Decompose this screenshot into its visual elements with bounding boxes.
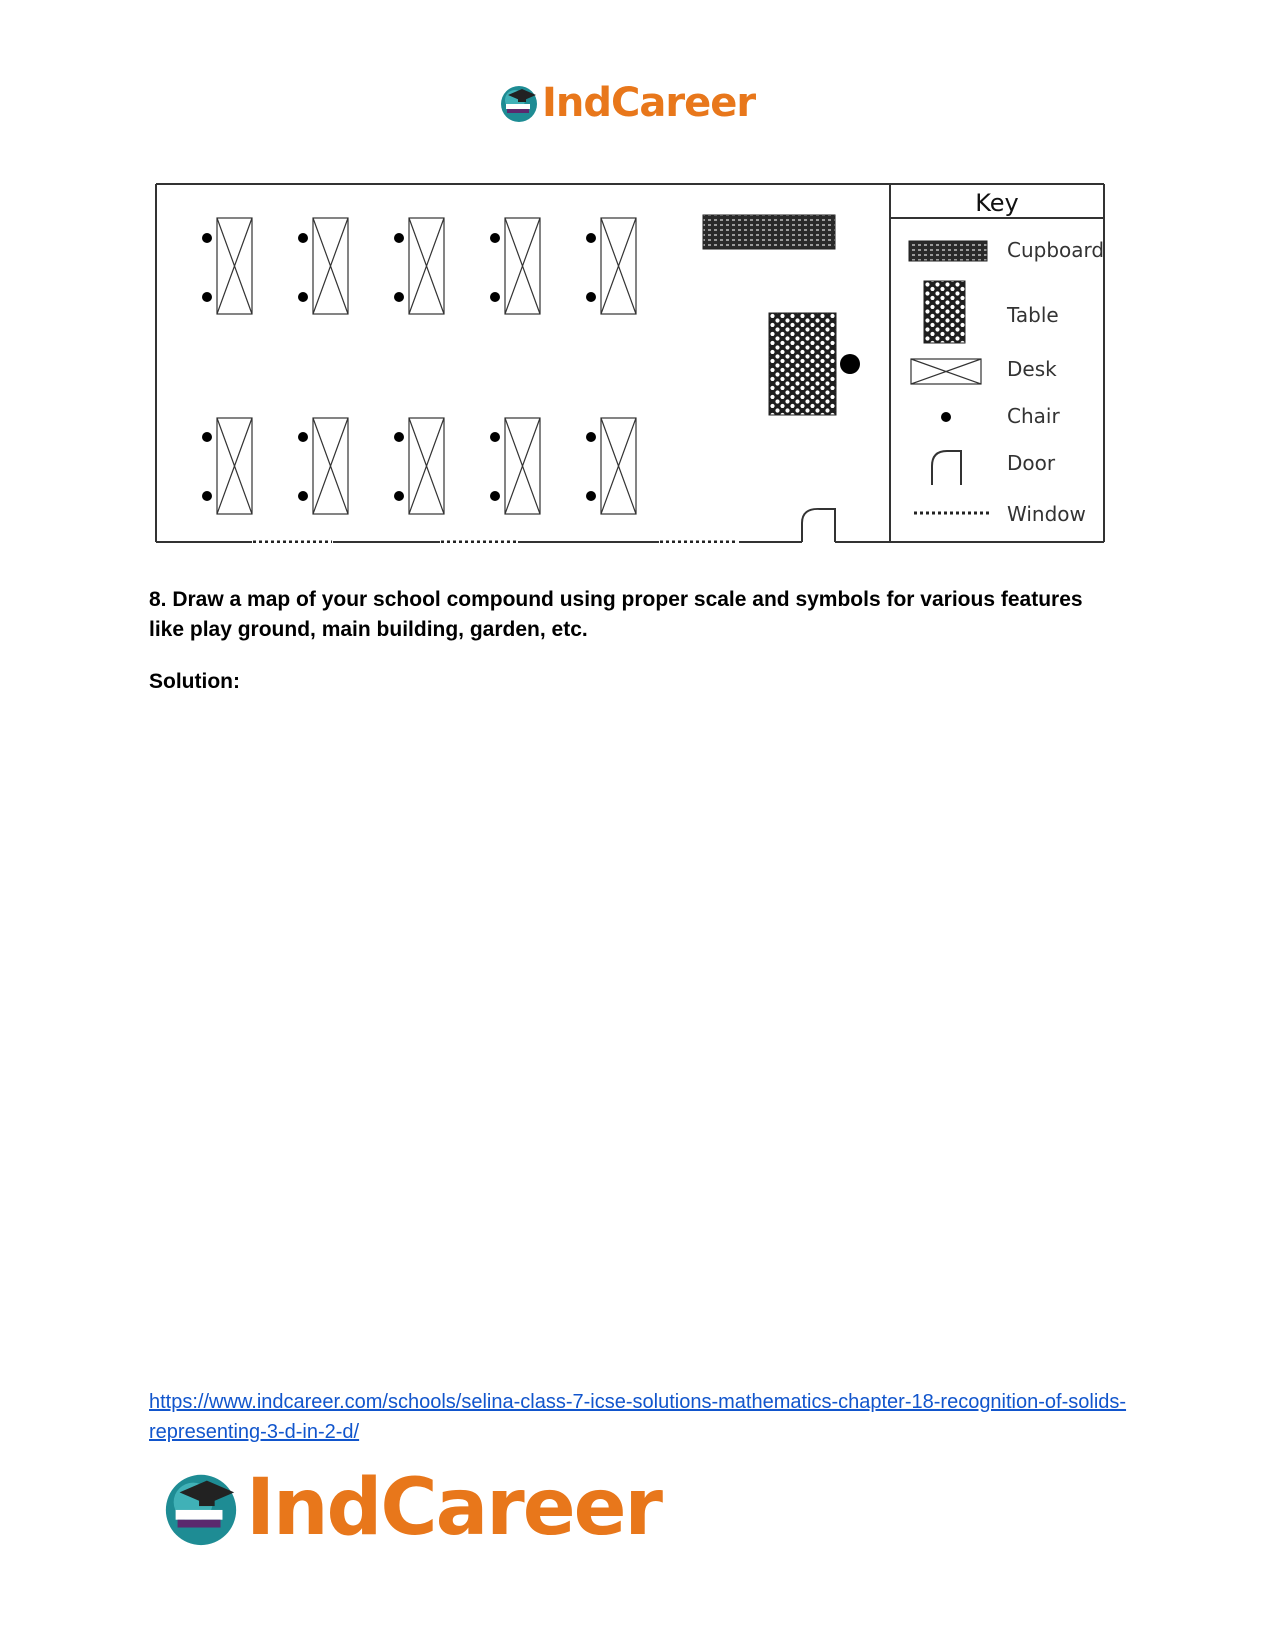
desk xyxy=(409,418,444,514)
header-logo xyxy=(498,78,755,128)
legend-desk-label: Desk xyxy=(1007,357,1057,381)
header-brand: IndCareer xyxy=(542,80,756,126)
graduation-book-globe-icon xyxy=(160,1467,242,1549)
legend-chair-label: Chair xyxy=(1007,404,1060,428)
legend-chair-symbol xyxy=(941,412,951,422)
legend-cupboard-label: Cupboard xyxy=(1007,238,1105,262)
desk xyxy=(313,418,348,514)
desk xyxy=(505,418,540,514)
cupboard xyxy=(703,215,835,249)
graduation-book-globe-icon xyxy=(498,82,540,124)
teacher-chair xyxy=(840,354,860,374)
desk xyxy=(313,218,348,314)
desk xyxy=(217,418,252,514)
legend-window-label: Window xyxy=(1007,502,1086,526)
legend-door-symbol xyxy=(932,451,961,485)
source-link[interactable]: https://www.indcareer.com/schools/selina-class-7-icse-solutions-mathematics-chapter-18-recognition-of-solids-representing-3-d-in-2-d/ xyxy=(149,1391,1127,1443)
question-text: 8. Draw a map of your school compound using proper scale and symbols for various features like play ground, main building, garden, etc. xyxy=(149,588,1083,641)
key-title: Key xyxy=(975,189,1019,217)
legend-desk-symbol xyxy=(911,359,981,384)
footer-logo xyxy=(160,1462,661,1554)
chairs xyxy=(202,233,596,501)
table xyxy=(769,313,836,415)
desk xyxy=(409,218,444,314)
desk xyxy=(217,218,252,314)
solution-label: Solution: xyxy=(149,670,240,693)
desk xyxy=(601,418,636,514)
legend-table-symbol xyxy=(924,281,965,343)
legend-door-label: Door xyxy=(1007,451,1056,475)
desk xyxy=(505,218,540,314)
footer-brand: IndCareer xyxy=(246,1463,661,1553)
door xyxy=(802,509,835,542)
legend-table-label: Table xyxy=(1007,303,1059,327)
legend-cupboard-symbol xyxy=(909,241,987,261)
classroom-floor-plan xyxy=(155,183,1105,543)
desk xyxy=(601,218,636,314)
